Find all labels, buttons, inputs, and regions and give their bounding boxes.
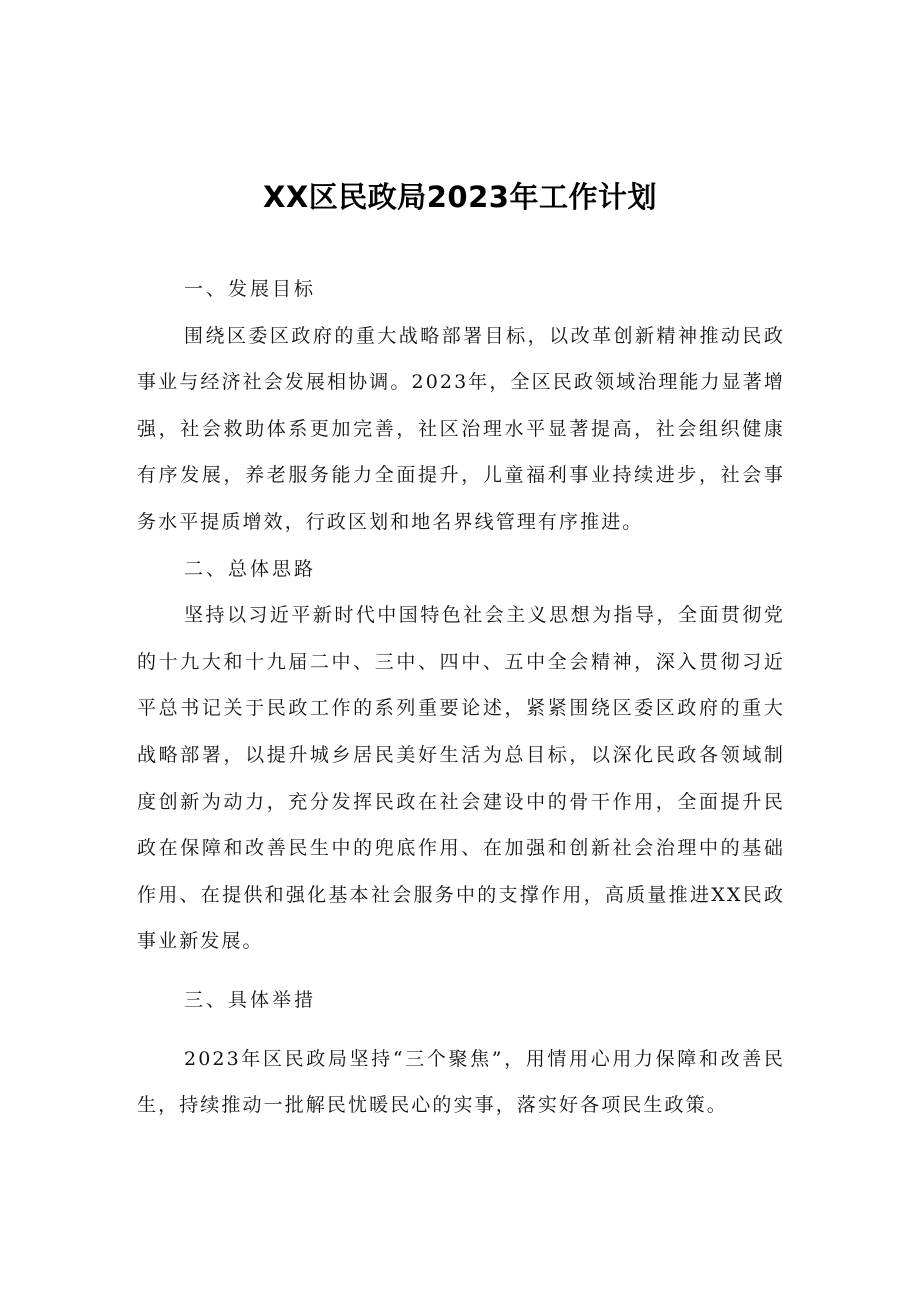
section-spacer [137,1024,785,1036]
section-heading-goals: 一、发展目标 [184,278,317,300]
section-heading-approach: 二、总体思路 [184,557,317,580]
section-paragraph-measures: 2023年区民政局坚持“三个聚焦”，用情用心用力保障和改善民生，持续推动一批解民忧暖民心的实事，落实好各项民生政策。 [137,1047,785,1117]
document-title: XX区民政局2023年工作计划 [263,180,657,214]
section-heading-measures: 三、具体举措 [184,988,317,1011]
section-paragraph-approach: 坚持以习近平新时代中国特色社会主义思想为指导，全面贯彻党的十九大和十九届二中、三中、四中、五中全会精神，深入贯彻习近平总书记关于民政工作的系列重要论述，紧紧围绕区委区政府的重大战略部署，以提升城乡居民美好生活为总目标，以深化民政各领域制度创新为动力，充分发挥民政在社会建设中的骨干作用，全面提升民政在保障和改善民生中的兜底作用、在加强和创新社会治理中的基础作用、在提供和强化基本社会服务中的支撑作用，高质量推进XX民政事业新发展。 [137,604,785,953]
document-body [137,266,785,1129]
section-paragraph-goals: 围绕区委区政府的重大战略部署目标，以改革创新精神推动民政事业与经济社会发展相协调。2023年，全区民政领域治理能力显著增强，社会救助体系更加完善，社区治理水平显著提高，社会组织健康有序发展，养老服务能力全面提升，儿童福利事业持续进步，社会事务水平提质增效，行政区划和地名界线管理有序推进。 [137,324,785,533]
section-spacer [137,965,785,977]
